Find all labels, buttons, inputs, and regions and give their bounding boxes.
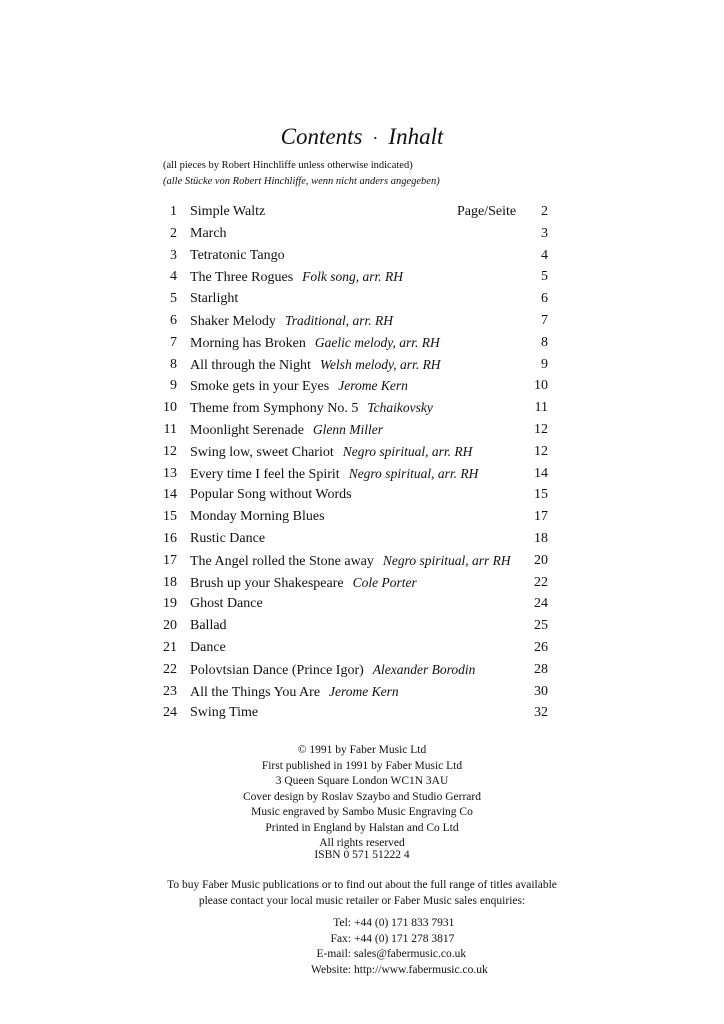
page-column-header: Page/Seite	[457, 204, 517, 219]
entry-number: 10	[163, 400, 177, 416]
toc-entry	[150, 310, 550, 332]
entry-page-number: 30	[534, 683, 548, 699]
entry-title: Tetratonic Tango	[190, 247, 285, 263]
colophon-line: First published in 1991 by Faber Music Ltd	[261, 759, 463, 772]
contact-line	[0, 916, 724, 932]
contact-label: Website:	[311, 963, 351, 976]
entry-page-number: 6	[541, 291, 548, 307]
entry-page-number: 24	[534, 596, 548, 612]
entry-composer: Folk song, arr. RH	[302, 269, 404, 285]
title-english: Contents	[280, 124, 363, 149]
contact-line	[0, 947, 724, 963]
toc-entry	[150, 463, 550, 485]
entry-title: Simple Waltz	[190, 204, 266, 219]
entry-page-number: 10	[534, 378, 548, 394]
entry-title-group	[190, 593, 263, 615]
entry-title: Every time I feel the Spirit	[190, 466, 340, 482]
toc-entry	[150, 266, 550, 288]
toc-entry	[150, 354, 550, 376]
entry-title: March	[190, 225, 227, 241]
entry-title: Shaker Melody	[190, 313, 276, 329]
entry-title: Rustic Dance	[190, 530, 266, 546]
entry-title-group	[190, 245, 285, 267]
toc-entry	[150, 550, 550, 572]
entry-page-number: 28	[534, 661, 548, 677]
page-title	[0, 124, 724, 150]
entry-title: Dance	[190, 639, 226, 655]
entry-number: 16	[163, 530, 177, 546]
toc-entry	[150, 201, 550, 223]
contact-value: +44 (0) 171 833 7931	[354, 917, 455, 929]
entry-title: The Angel rolled the Stone away	[190, 553, 374, 569]
entry-number: 9	[170, 378, 177, 394]
isbn: ISBN 0 571 51222 4	[314, 849, 410, 861]
attribution-note-english: (all pieces by Robert Hinchliffe unless otherwise indicated)	[163, 160, 413, 171]
entry-number: 19	[163, 596, 177, 612]
colophon-line: Printed in England by Halstan and Co Ltd	[265, 821, 459, 834]
toc-entry	[150, 702, 550, 724]
entry-title-group	[190, 637, 226, 659]
entry-title-group	[190, 528, 265, 550]
entry-title: All the Things You Are	[190, 684, 321, 700]
entry-composer: Welsh melody, arr. RH	[319, 356, 441, 372]
entry-title: Ghost Dance	[190, 596, 263, 612]
entry-title-group	[190, 463, 478, 486]
entry-title-group	[190, 310, 393, 333]
entry-title: Monday Morning Blues	[190, 509, 325, 525]
entry-composer: Alexander Borodin	[372, 661, 476, 677]
title-german: Inhalt	[388, 124, 444, 149]
entry-page-number: 2	[541, 204, 548, 219]
entry-title-group	[190, 615, 227, 637]
entry-composer: Jerome Kern	[329, 683, 399, 699]
entry-composer: Traditional, arr. RH	[284, 312, 393, 328]
entry-title: Swing low, sweet Chariot	[190, 444, 334, 460]
entry-number: 11	[163, 421, 177, 437]
entry-title: Polovtsian Dance (Prince Igor)	[190, 662, 364, 678]
toc-entry	[150, 593, 550, 615]
colophon-line: Cover design by Roslav Szaybo and Studio Gerrard	[243, 790, 481, 803]
entry-composer: Negro spiritual, arr. RH	[348, 465, 479, 481]
entry-title-group	[190, 659, 475, 682]
entry-composer: Gaelic melody, arr. RH	[314, 334, 440, 350]
entry-title: Moonlight Serenade	[190, 422, 304, 438]
toc-entry	[150, 441, 550, 463]
entry-page-number: 17	[534, 509, 548, 525]
entry-number: 17	[163, 552, 177, 568]
toc-entry	[150, 484, 550, 506]
entry-page-number: 14	[534, 465, 548, 481]
entry-title: Brush up your Shakespeare	[190, 575, 344, 591]
toc-entry	[150, 332, 550, 354]
toc-entry	[150, 397, 550, 419]
entry-number: 6	[170, 312, 177, 328]
entry-title: Starlight	[190, 291, 239, 307]
toc-entry	[150, 419, 550, 441]
entry-number: 23	[163, 683, 177, 699]
entry-number: 8	[170, 356, 177, 372]
entry-title: Morning has Broken	[190, 335, 306, 351]
entry-title-group	[190, 375, 408, 398]
entry-title: Theme from Symphony No. 5	[190, 401, 359, 417]
entry-title-group	[190, 681, 399, 704]
entry-number: 24	[163, 705, 177, 721]
entry-number: 5	[170, 291, 177, 307]
entry-page-number: 4	[541, 247, 548, 263]
entry-number: 12	[163, 443, 177, 459]
entry-page-number: 22	[534, 574, 548, 590]
entry-page-number: 26	[534, 639, 548, 655]
entry-title: All through the Night	[190, 357, 311, 373]
entry-title: Smoke gets in your Eyes	[190, 379, 330, 395]
toc-entry	[150, 375, 550, 397]
entry-title-group	[190, 702, 258, 724]
contact-value: +44 (0) 171 278 3817	[354, 932, 455, 945]
entry-title: Swing Time	[190, 705, 259, 721]
toc-entry	[150, 572, 550, 594]
info-line: please contact your local music retailer or Faber Music sales enquiries:	[198, 895, 526, 907]
entry-number: 7	[170, 334, 177, 350]
entry-number: 2	[170, 225, 177, 241]
entry-title-group	[190, 441, 472, 464]
entry-number: 21	[163, 639, 177, 655]
entry-title: The Three Rogues	[190, 270, 294, 286]
entry-title-group	[190, 354, 441, 377]
contact-line	[0, 932, 724, 948]
contact-details	[0, 916, 724, 978]
toc-entry	[150, 637, 550, 659]
entry-page-number: 11	[534, 400, 548, 416]
contact-line	[0, 963, 724, 979]
contact-label: Fax:	[330, 932, 351, 945]
entry-number: 4	[170, 269, 177, 285]
entry-page-number: 32	[534, 705, 548, 721]
entry-page-number: 12	[534, 421, 548, 437]
entry-number: 13	[163, 465, 177, 481]
entry-composer: Negro spiritual, arr. RH	[342, 443, 473, 459]
entry-title-group	[190, 419, 383, 442]
entry-title-group	[190, 550, 511, 573]
contents-list	[150, 201, 550, 724]
toc-entry	[150, 223, 550, 245]
entry-number: 1	[170, 204, 177, 219]
info-line: To buy Faber Music publications or to find out about the full range of titles available	[167, 879, 557, 891]
entry-composer: Jerome Kern	[338, 378, 408, 394]
colophon	[0, 743, 724, 852]
contact-label: Tel:	[333, 917, 351, 929]
entry-page-number: 15	[534, 487, 548, 503]
entry-title-group	[190, 572, 417, 595]
entry-number: 15	[163, 509, 177, 525]
toc-entry	[150, 506, 550, 528]
entry-page-number: 9	[541, 356, 548, 372]
contact-label: E-mail:	[316, 948, 351, 960]
entry-number: 22	[163, 661, 177, 677]
toc-entry	[150, 288, 550, 310]
entry-title: Popular Song without Words	[190, 487, 352, 503]
entry-title-group	[190, 332, 440, 355]
entry-page-number: 5	[541, 269, 548, 285]
entry-page-number: 20	[534, 552, 548, 568]
entry-title-group	[190, 266, 403, 289]
entry-composer: Glenn Miller	[312, 421, 384, 437]
entry-page-number: 8	[541, 334, 548, 350]
entry-title-group	[190, 506, 325, 528]
colophon-line: 3 Queen Square London WC1N 3AU	[275, 775, 449, 787]
entry-composer: Negro spiritual, arr RH	[382, 552, 511, 568]
toc-entry	[150, 659, 550, 681]
entry-page-number: 12	[534, 443, 548, 459]
entry-title: Ballad	[190, 618, 227, 634]
contact-value: http://www.fabermusic.co.uk	[354, 963, 488, 976]
toc-entry	[150, 245, 550, 267]
entry-title-group	[190, 397, 433, 420]
entry-page-number: 3	[541, 225, 548, 241]
entry-number: 14	[163, 487, 177, 503]
entry-title-group	[190, 288, 238, 310]
purchase-info	[0, 877, 724, 909]
entry-number: 18	[163, 574, 177, 590]
entry-title-group	[190, 484, 352, 506]
entry-page-number: 7	[541, 312, 548, 328]
entry-number: 20	[163, 618, 177, 634]
entry-page-number: 25	[534, 618, 548, 634]
contact-value: sales@fabermusic.co.uk	[354, 948, 467, 960]
colophon-line: All rights reserved	[319, 837, 405, 849]
toc-entry	[150, 615, 550, 637]
toc-entry	[150, 528, 550, 550]
title-separator: ·	[372, 128, 379, 148]
entry-composer: Cole Porter	[352, 574, 417, 590]
entry-page-number: 18	[534, 530, 548, 546]
entry-number: 3	[170, 247, 177, 263]
entry-title-group	[190, 223, 227, 245]
colophon-line: © 1991 by Faber Music Ltd	[297, 744, 427, 756]
entry-composer: Tchaikovsky	[367, 400, 433, 416]
entry-title-group	[190, 201, 265, 223]
attribution-note-german: (alle Stücke von Robert Hinchliffe, wenn nicht anders angegeben)	[163, 176, 440, 187]
toc-entry	[150, 681, 550, 703]
colophon-line: Music engraved by Sambo Music Engraving Co	[251, 806, 473, 818]
